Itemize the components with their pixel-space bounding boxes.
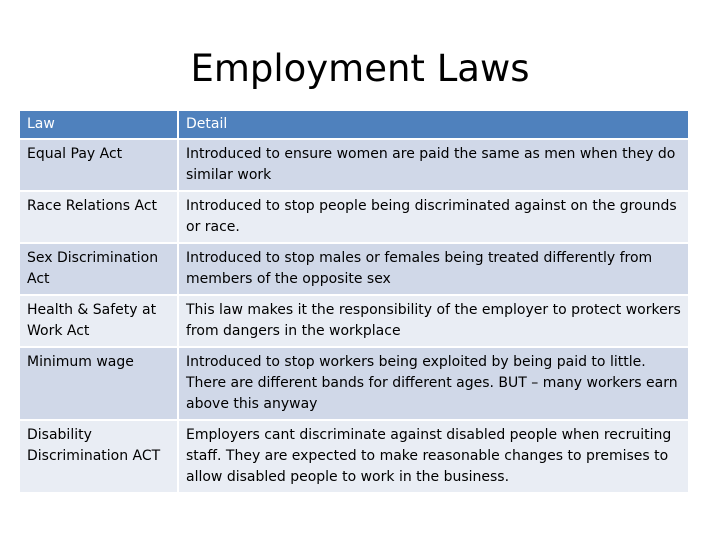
- detail-cell: Introduced to ensure women are paid the same as men when they do similar work: [178, 139, 688, 191]
- employment-laws-table: [20, 111, 688, 494]
- header-law: Law: [20, 111, 178, 139]
- table-row: [20, 139, 688, 191]
- law-cell: Minimum wage: [20, 347, 178, 420]
- table-row: [20, 243, 688, 295]
- law-cell: Race Relations Act: [20, 191, 178, 243]
- slide-title: Employment Laws: [190, 47, 530, 90]
- table-row: [20, 191, 688, 243]
- table-header-row: [20, 111, 688, 139]
- table-row: [20, 295, 688, 347]
- detail-cell: Introduced to stop workers being exploited by being paid to little. There are different bands for different ages. BUT – many workers earn above this anyway: [178, 347, 688, 420]
- law-cell: Health & Safety at Work Act: [20, 295, 178, 347]
- table-row: [20, 347, 688, 420]
- detail-cell: This law makes it the responsibility of the employer to protect workers from dangers in the workplace: [178, 295, 688, 347]
- law-cell: Sex Discrimination Act: [20, 243, 178, 295]
- header-detail: Detail: [178, 111, 688, 139]
- detail-cell: Introduced to stop males or females being treated differently from members of the opposite sex: [178, 243, 688, 295]
- detail-cell: Introduced to stop people being discriminated against on the grounds or race.: [178, 191, 688, 243]
- detail-cell: Employers cant discriminate against disabled people when recruiting staff. They are expected to make reasonable changes to premises to allow disabled people to work in the business.: [178, 420, 688, 493]
- law-cell: Equal Pay Act: [20, 139, 178, 191]
- table-row: [20, 420, 688, 493]
- law-cell: Disability Discrimination ACT: [20, 420, 178, 493]
